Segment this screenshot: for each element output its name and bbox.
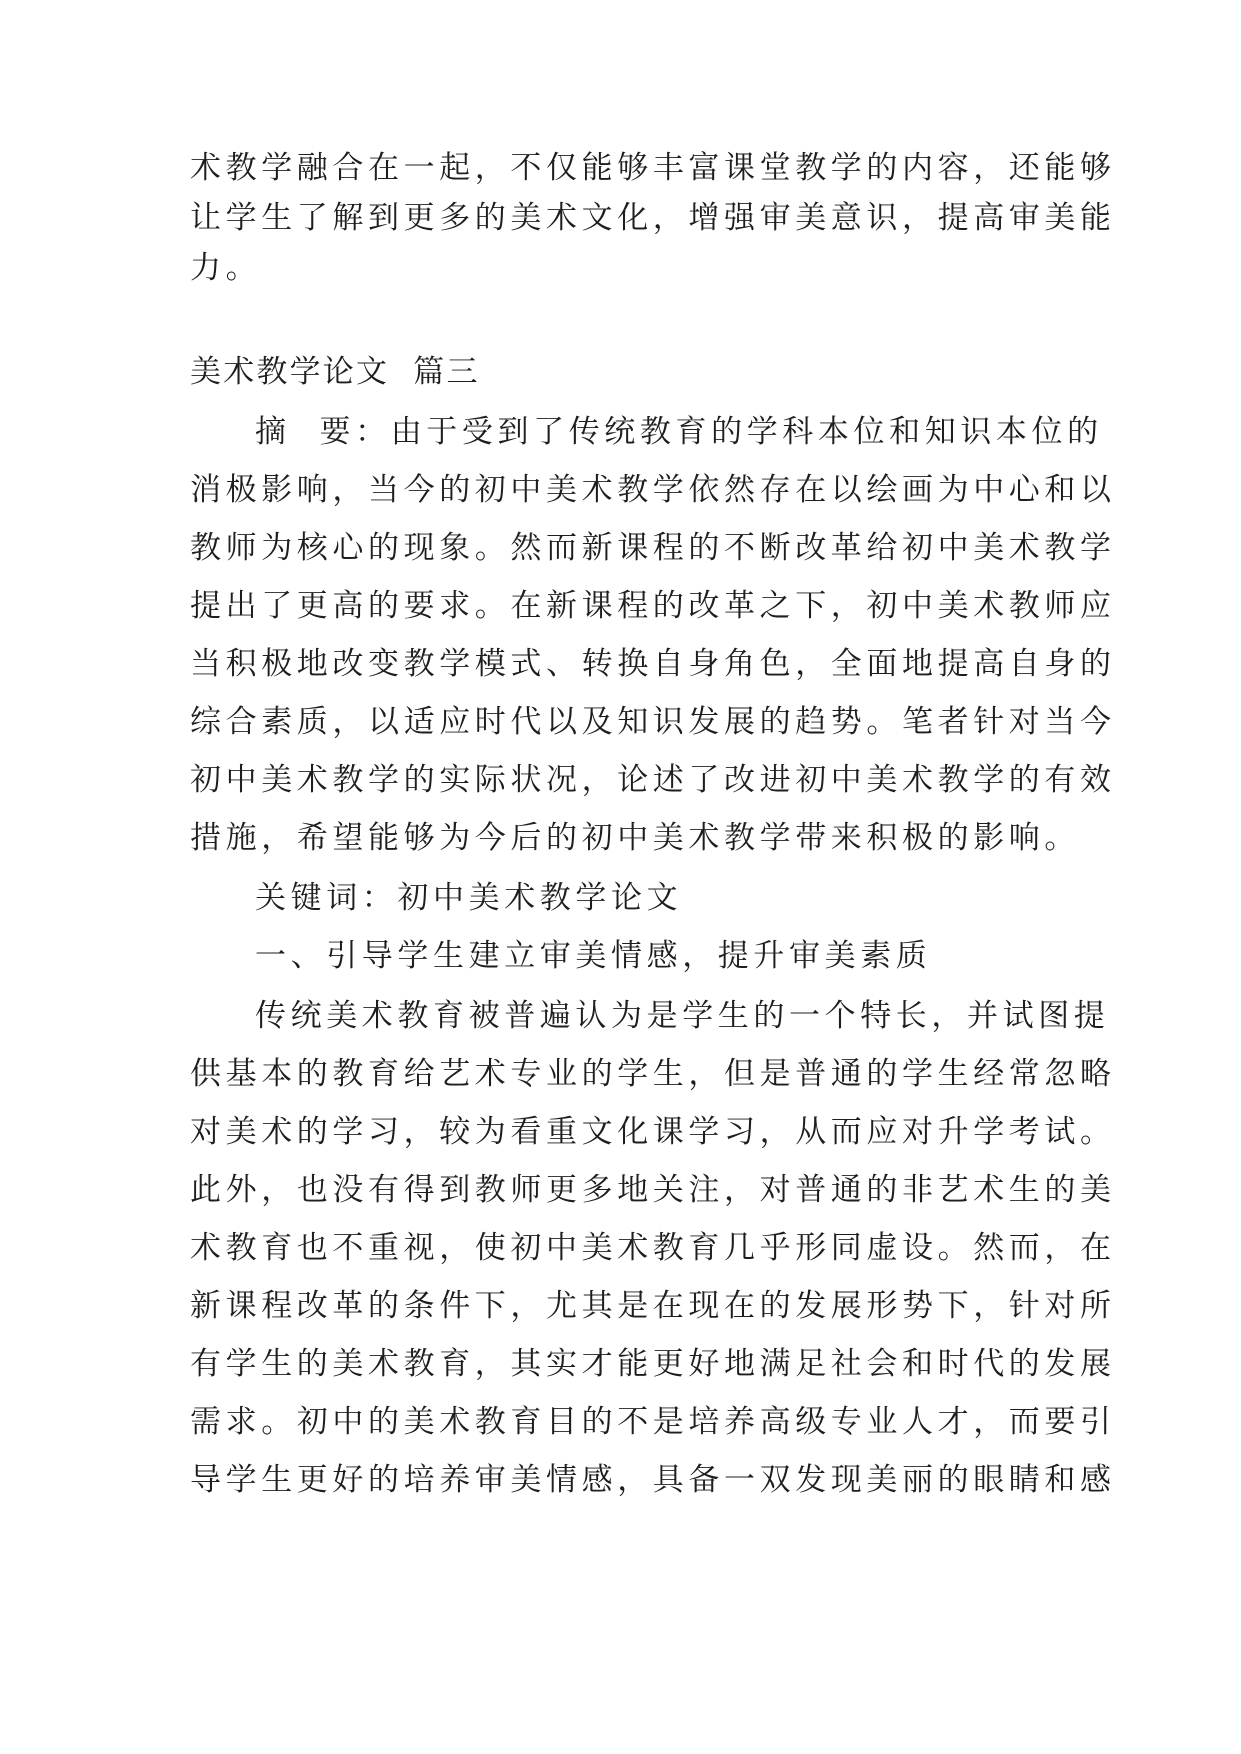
paragraph-line: 让学生了解到更多的美术文化，增强审美意识，提高审美能 (190, 200, 1116, 236)
abstract-line: 综合素质，以适应时代以及知识发展的趋势。笔者针对当今 (190, 704, 1116, 740)
body-line: 此外，也没有得到教师更多地关注，对普通的非艺术生的美 (190, 1172, 1116, 1208)
abstract-line: 教师为核心的现象。然而新课程的不断改革给初中美术教学 (190, 530, 1116, 566)
body-line: 供基本的教育给艺术专业的学生，但是普通的学生经常忽略 (190, 1056, 1116, 1092)
section-title: 美术教学论文 篇三 (190, 354, 480, 390)
body-line: 需求。初中的美术教育目的不是培养高级专业人才，而要引 (190, 1404, 1116, 1440)
abstract-line: 当积极地改变教学模式、转换自身角色，全面地提高自身的 (190, 646, 1116, 682)
body-line: 导学生更好的培养审美情感，具备一双发现美丽的眼睛和感 (190, 1462, 1116, 1498)
section-heading: 一、引导学生建立审美情感，提升审美素质 (255, 938, 932, 974)
abstract-line: 消极影响，当今的初中美术教学依然存在以绘画为中心和以 (190, 472, 1116, 508)
keywords-line: 关键词：初中美术教学论文 (255, 880, 683, 916)
body-line: 新课程改革的条件下，尤其是在现在的发展形势下，针对所 (190, 1288, 1116, 1324)
abstract-line: 摘 要：由于受到了传统教育的学科本位和知识本位的 (255, 414, 1103, 450)
body-line: 对美术的学习，较为看重文化课学习，从而应对升学考试。 (190, 1114, 1116, 1150)
paragraph-line: 术教学融合在一起，不仅能够丰富课堂教学的内容，还能够 (190, 150, 1116, 186)
body-line: 术教育也不重视，使初中美术教育几乎形同虚设。然而，在 (190, 1230, 1116, 1266)
body-line: 传统美术教育被普遍认为是学生的一个特长，并试图提 (255, 998, 1110, 1034)
abstract-line: 措施，希望能够为今后的初中美术教学带来积极的影响。 (190, 820, 1080, 856)
body-line: 有学生的美术教育，其实才能更好地满足社会和时代的发展 (190, 1346, 1116, 1382)
abstract-line: 初中美术教学的实际状况，论述了改进初中美术教学的有效 (190, 762, 1116, 798)
abstract-line: 提出了更高的要求。在新课程的改革之下，初中美术教师应 (190, 588, 1116, 624)
paragraph-line: 力。 (190, 250, 262, 286)
